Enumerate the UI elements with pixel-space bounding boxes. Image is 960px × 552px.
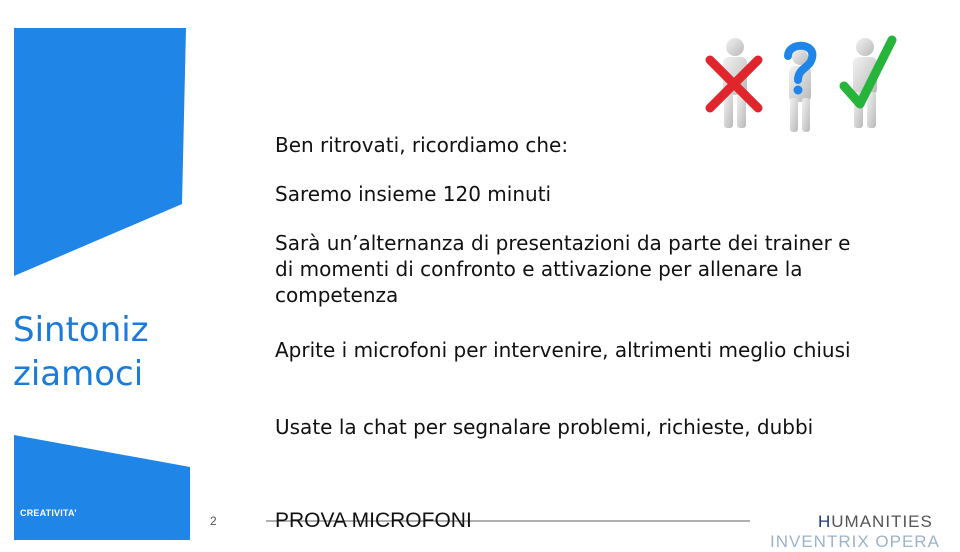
brand-name: HUMANITIES (818, 512, 933, 531)
format-line: Sarà un’alternanza di presentazioni da parte dei trainer e di momenti di confronto e attivazione per allenare la competenza (275, 231, 851, 307)
brand-subtitle: INVENTRIX OPERA (770, 532, 940, 551)
chat-line: Usate la chat per segnalare problemi, richieste, dubbi (275, 415, 814, 439)
page-number: 2 (210, 514, 217, 528)
figure-with-green-check-icon (844, 38, 892, 128)
duration-line: Saremo insieme 120 minuti (275, 182, 552, 206)
brand-logo (770, 512, 960, 551)
blue-accent-shape-top (14, 28, 186, 276)
intro-line: Ben ritrovati, ricordiamo che: (275, 133, 569, 157)
slide-title: Sintoniz ziamoci (13, 310, 149, 394)
microphone-line: Aprite i microfoni per intervenire, altrimenti meglio chiusi (275, 338, 851, 362)
footer-section-label: CREATIVITA’ (20, 508, 77, 518)
decision-figures-illustration (700, 32, 900, 138)
footer-action-text: PROVA MICROFONI (275, 509, 472, 532)
figure-with-blue-question-icon (788, 46, 812, 132)
figure-with-red-cross-icon (710, 38, 758, 128)
blue-accent-shape-bottom (14, 435, 190, 540)
